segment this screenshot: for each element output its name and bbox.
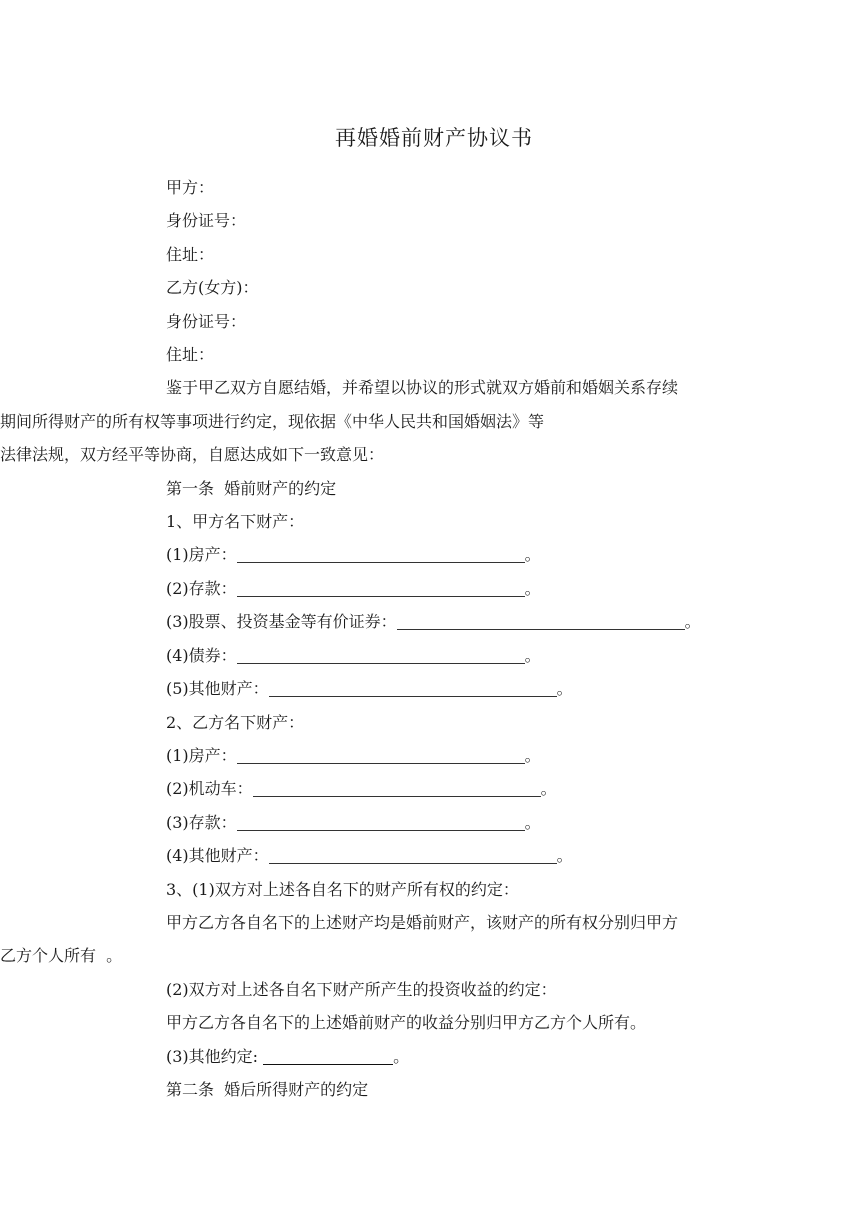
a-item-other-end: 。: [556, 679, 573, 699]
a-item-bonds-blank[interactable]: [237, 647, 525, 664]
a-item-securities-end: 。: [684, 612, 701, 632]
a-item-bonds-end: 。: [524, 645, 541, 665]
preamble-line-1: 鉴于甲乙双方自愿结婚，并希望以协议的形式就双方婚前和婚姻关系存续: [166, 378, 679, 398]
a-item-other-label: (5)其他财产：: [166, 679, 269, 699]
other-agreement-end: 。: [393, 1046, 410, 1066]
b-item-deposit-end: 。: [524, 812, 541, 832]
income-heading: (2)双方对上述各自名下财产所产生的投资收益的约定：: [166, 979, 557, 999]
other-agreement-label: (3)其他约定:: [166, 1046, 264, 1066]
document-title: 再婚婚前财产协议书: [335, 126, 533, 150]
b-item-vehicle: [166, 772, 746, 805]
party-a-id-label: 身份证号：: [166, 211, 247, 231]
a-item-other-blank[interactable]: [269, 680, 557, 697]
party-a-label: 甲方：: [166, 178, 215, 197]
preamble-line-3: 法律法规，双方经平等协商，自愿达成如下一致意见：: [0, 445, 385, 465]
a-item-deposit-label: (2)存款：: [166, 578, 237, 598]
b-item-other-blank[interactable]: [269, 847, 557, 864]
a-item-house: [166, 538, 746, 571]
document-body: [0, 171, 746, 1106]
a-item-securities-label: (3)股票、投资基金等有价证券：: [166, 612, 397, 632]
ownership-line-1: 甲方乙方各自名下的上述财产均是婚前财产，该财产的所有权分别归甲方: [166, 912, 679, 932]
a-item-house-blank[interactable]: [237, 546, 525, 563]
other-agreement-blank[interactable]: [263, 1048, 393, 1065]
b-item-vehicle-blank[interactable]: [253, 780, 541, 797]
ownership-line-2: 乙方个人所有 。: [0, 946, 123, 966]
b-item-vehicle-label: (2)机动车：: [166, 779, 253, 799]
a-item-deposit-end: 。: [524, 578, 541, 598]
b-item-vehicle-end: 。: [540, 779, 557, 799]
party-b-address-label: 住址：: [166, 345, 215, 365]
a-item-deposit: [166, 572, 746, 605]
b-item-house-end: 。: [524, 745, 541, 765]
b-item-house: [166, 739, 746, 772]
b-item-other: [166, 839, 746, 872]
party-a-property-heading: 1、甲方名下财产：: [166, 512, 305, 532]
a-item-house-end: 。: [524, 545, 541, 565]
article-2-heading: 第二条 婚后所得财产的约定: [166, 1079, 369, 1099]
b-item-other-end: 。: [556, 846, 573, 866]
a-item-bonds-label: (4)债券：: [166, 645, 237, 665]
party-b-property-heading: 2、乙方名下财产：: [166, 712, 305, 732]
b-item-deposit: [166, 806, 746, 839]
b-item-deposit-label: (3)存款：: [166, 812, 237, 832]
b-item-house-blank[interactable]: [237, 747, 525, 764]
b-item-house-label: (1)房产：: [166, 745, 237, 765]
party-b-label: 乙方(女方)：: [166, 278, 259, 298]
b-item-other-label: (4)其他财产：: [166, 846, 269, 866]
ownership-heading: 3、(1)双方对上述各自名下的财产所有权的约定：: [166, 879, 519, 899]
a-item-deposit-blank[interactable]: [237, 580, 525, 597]
a-item-securities: [166, 605, 746, 638]
a-item-house-label: (1)房产：: [166, 545, 237, 565]
article-1-heading: 第一条 婚前财产的约定: [166, 478, 337, 498]
b-item-deposit-blank[interactable]: [237, 814, 525, 831]
income-text: 甲方乙方各自名下的上述婚前财产的收益分别归甲方乙方个人所有。: [166, 1013, 647, 1033]
party-b-id-label: 身份证号：: [166, 311, 247, 331]
preamble-line-2: 期间所得财产的所有权等事项进行约定，现依据《中华人民共和国婚姻法》等: [0, 411, 545, 431]
other-agreement: [166, 1040, 746, 1073]
party-a-address-label: 住址：: [166, 244, 215, 264]
a-item-other: [166, 672, 746, 705]
a-item-securities-blank[interactable]: [397, 613, 685, 630]
a-item-bonds: [166, 639, 746, 672]
